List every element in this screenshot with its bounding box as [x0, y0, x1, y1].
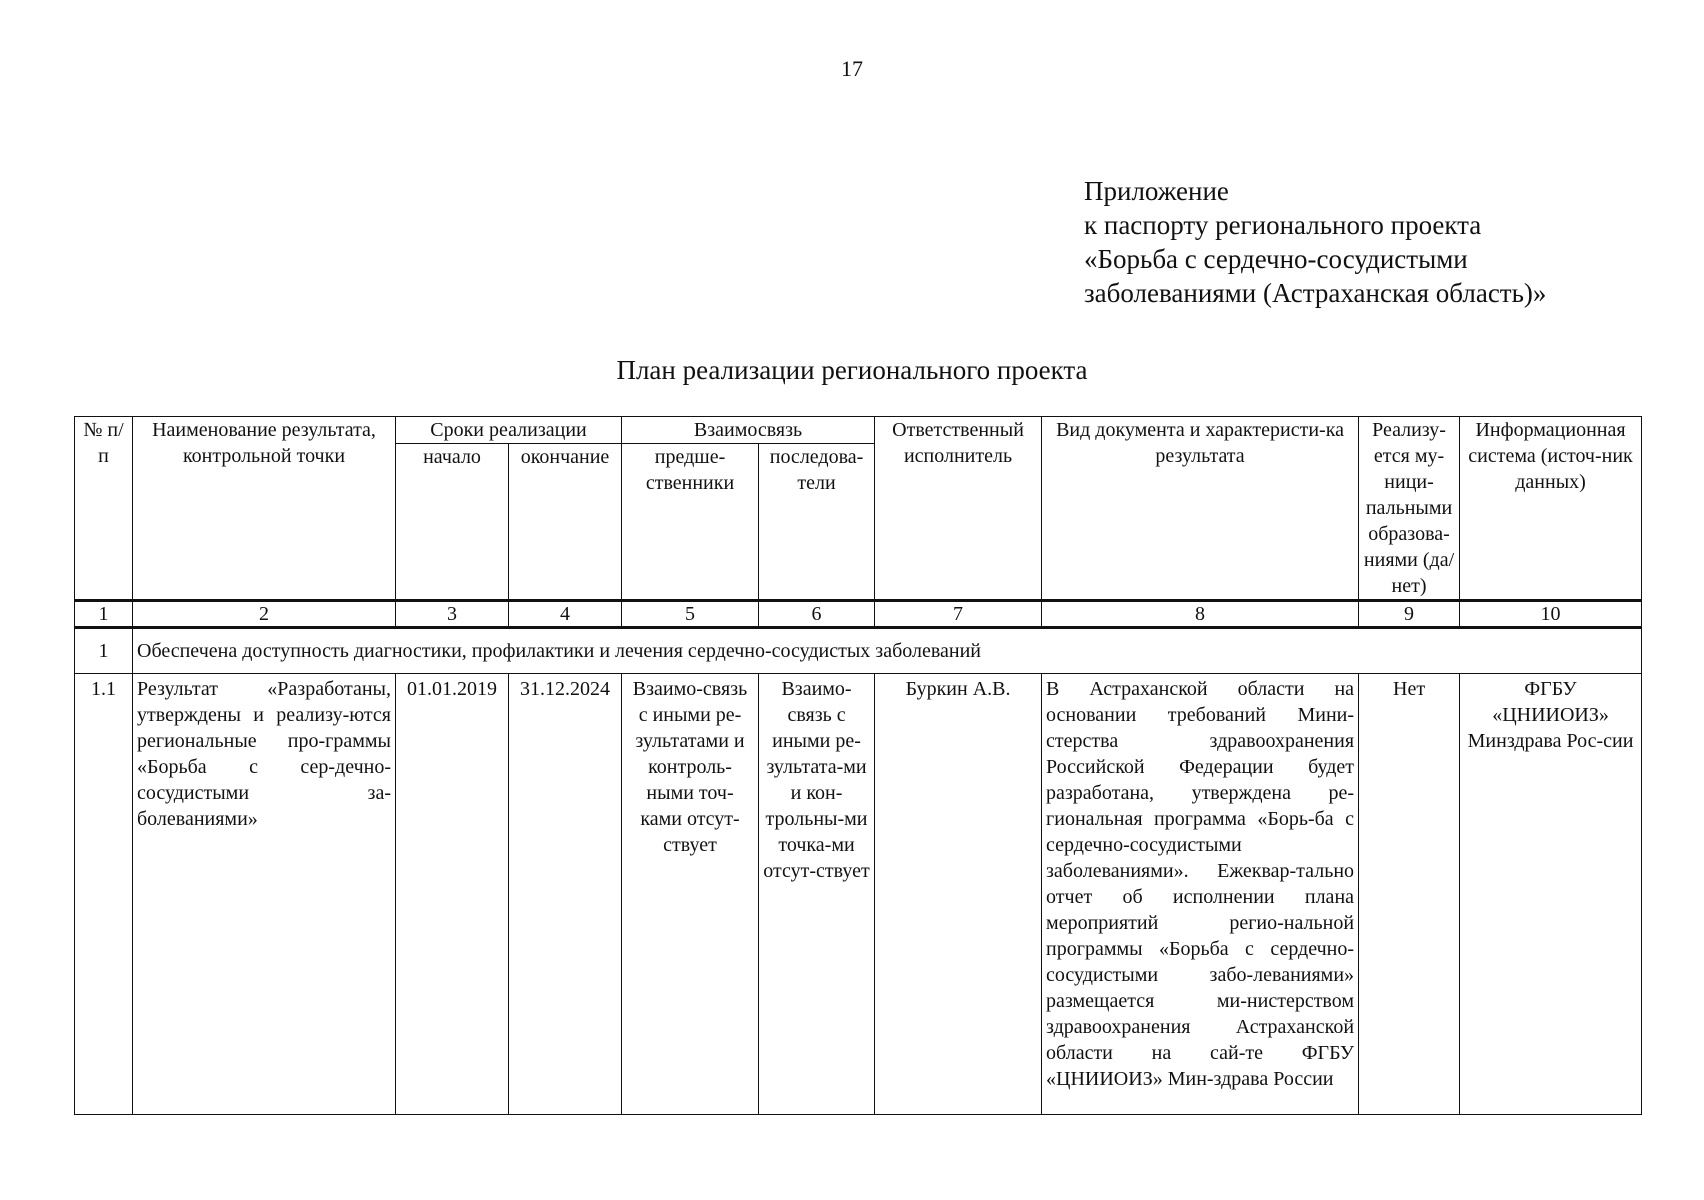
- plan-title: План реализации регионального проекта: [616, 355, 1088, 385]
- header-name: Наименование результата, контрольной точки: [133, 417, 396, 601]
- row-name: Результат «Разработаны, утверждены и реализу-ются региональные про-граммы «Борьба с сер-дечно-сосудистыми за-болеваниями»: [133, 674, 396, 1115]
- section-row: [75, 628, 1642, 674]
- header-successors: последова-тели: [759, 444, 875, 601]
- row-doc-type: В Астраханской области на основании требований Мини-стерства здравоохранения Российской Федерации будет разработана, утверждена ре-гиональная программа «Борь-ба с сердечно-сосудистыми заболеваниями». Ежеквар-тально отчет об исполнении плана мероприятий регио-нальной программы «Борьба с сердечно-сосудистыми забо-леваниями» размещается ми-нистерством здравоохранения Астраханской области на сай-те ФГБУ «ЦНИИОИЗ» Мин-здрава России: [1042, 674, 1359, 1115]
- page-number: 17: [841, 56, 863, 81]
- row-municipal: Нет: [1359, 674, 1460, 1115]
- header-start: начало: [396, 444, 509, 601]
- column-number: 3: [396, 601, 509, 628]
- plan-table: [74, 416, 1642, 1115]
- header-num: № п/п: [75, 417, 133, 601]
- header-responsible: Ответственный исполнитель: [875, 417, 1042, 601]
- header-municipal: Реализу-ется му-ници-пальными образова-ниями (да/нет): [1359, 417, 1460, 601]
- column-number: 5: [622, 601, 759, 628]
- section-title: Обеспечена доступность диагностики, профилактики и лечения сердечно-сосудистых заболеваний: [133, 628, 1642, 674]
- row-predecessors: Взаимо-связь с иными ре-зультатами и контроль-ными точ-ками отсут-ствует: [622, 674, 759, 1115]
- appendix-line: Приложение: [1084, 176, 1229, 206]
- column-number-row: [75, 601, 1642, 628]
- header-relation: Взаимосвязь: [622, 417, 875, 444]
- header-info-system: Информационная система (источ-ник данных): [1460, 417, 1642, 601]
- row-info-system: ФГБУ «ЦНИИОИЗ» Минздрава Рос-сии: [1460, 674, 1642, 1115]
- appendix-block: [1084, 174, 1546, 310]
- column-number: 1: [75, 601, 133, 628]
- row-start: 01.01.2019: [396, 674, 509, 1115]
- row-responsible: Буркин А.В.: [875, 674, 1042, 1115]
- header-row-top: [75, 417, 1642, 444]
- column-number: 2: [133, 601, 396, 628]
- header-predecessors: предше-ственники: [622, 444, 759, 601]
- header-end: окончание: [509, 444, 622, 601]
- header-terms: Сроки реализации: [396, 417, 622, 444]
- row-end: 31.12.2024: [509, 674, 622, 1115]
- appendix-line: «Борьба с сердечно-сосудистыми: [1084, 244, 1468, 274]
- column-number: 4: [509, 601, 622, 628]
- header-doc-type: Вид документа и характеристи-ка результата: [1042, 417, 1359, 601]
- column-number: 9: [1359, 601, 1460, 628]
- column-number: 7: [875, 601, 1042, 628]
- column-number: 8: [1042, 601, 1359, 628]
- appendix-line: к паспорту регионального проекта: [1084, 210, 1482, 240]
- column-number: 10: [1460, 601, 1642, 628]
- row-successors: Взаимо-связь с иными ре-зультата-ми и кон-трольны-ми точка-ми отсут-ствует: [759, 674, 875, 1115]
- row-num: 1.1: [75, 674, 133, 1115]
- appendix-line: заболеваниями (Астраханская область)»: [1084, 278, 1547, 308]
- column-number: 6: [759, 601, 875, 628]
- section-num: 1: [75, 628, 133, 674]
- table-row: [75, 674, 1642, 1115]
